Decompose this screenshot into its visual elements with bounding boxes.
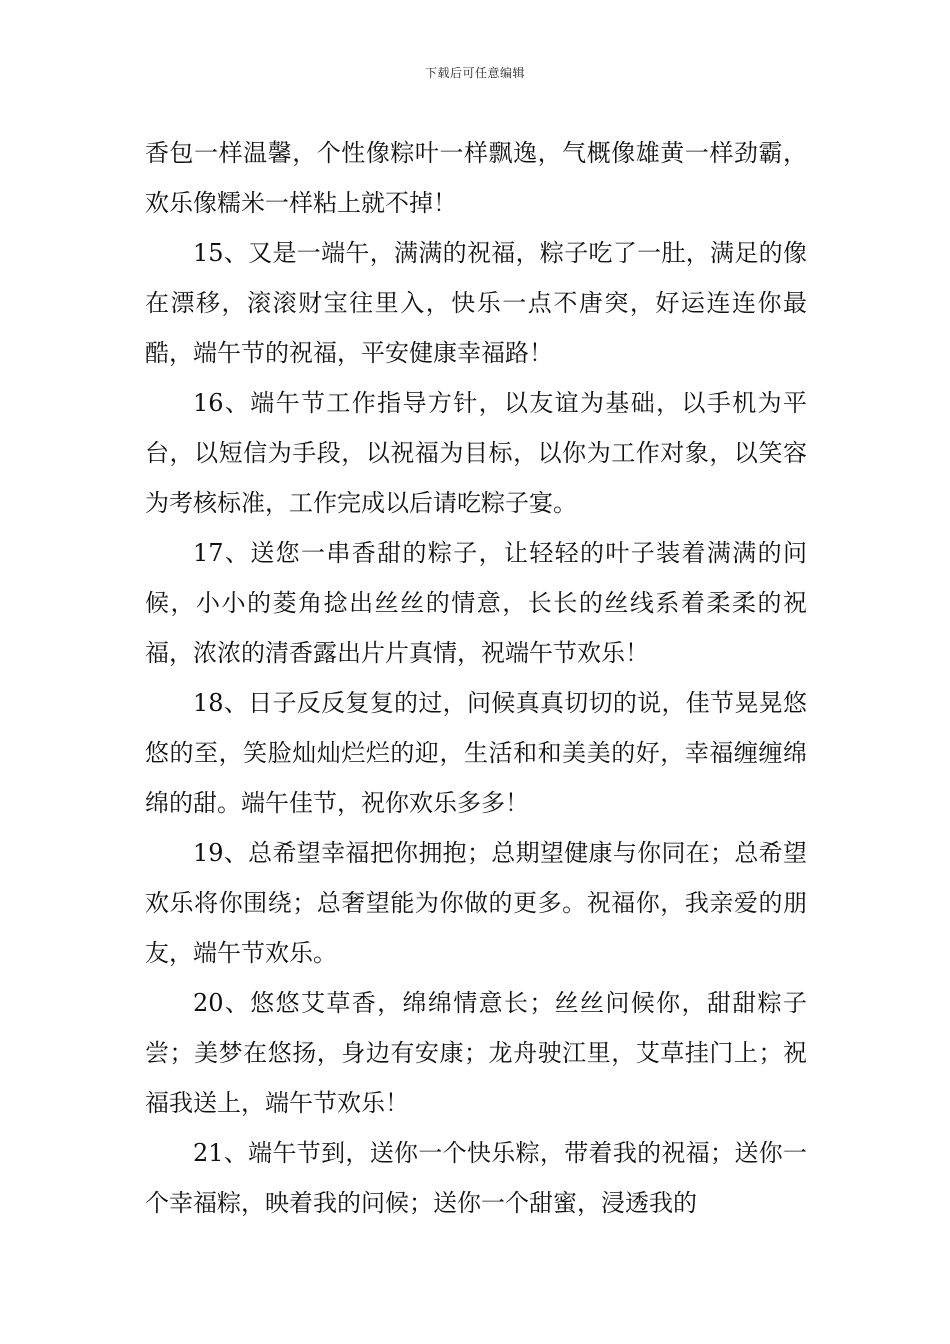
paragraph: 18、日子反反复复的过，问候真真切切的说，佳节晃晃悠悠的至，笑脸灿灿烂烂的迎，生活和和美美的好，幸福缠缠绵绵的甜。端午佳节，祝你欢乐多多！: [145, 689, 807, 817]
document-body: [145, 128, 807, 1228]
paragraph: 香包一样温馨，个性像粽叶一样飘逸，气概像雄黄一样劲霸，欢乐像糯米一样粘上就不掉！: [145, 139, 807, 217]
paragraph: 21、端午节到，送你一个快乐粽，带着我的祝福；送你一个幸福粽，映着我的问候；送你一个甜蜜，浸透我的: [145, 1139, 807, 1217]
paragraph: 15、又是一端午，满满的祝福，粽子吃了一肚，满足的像在漂移，滚滚财宝往里入，快乐一点不唐突，好运连连你最酷，端午节的祝福，平安健康幸福路！: [145, 239, 807, 367]
page-header: 下载后可任意编辑: [424, 66, 525, 80]
paragraph: 20、悠悠艾草香，绵绵情意长；丝丝问候你，甜甜粽子尝；美梦在悠扬，身边有安康；龙舟驶江里，艾草挂门上；祝福我送上，端午节欢乐！: [145, 989, 807, 1117]
paragraph: 16、端午节工作指导方针，以友谊为基础，以手机为平台，以短信为手段，以祝福为目标，以你为工作对象，以笑容为考核标准，工作完成以后请吃粽子宴。: [145, 389, 807, 517]
paragraph: 19、总希望幸福把你拥抱；总期望健康与你同在；总希望欢乐将你围绕；总奢望能为你做的更多。祝福你，我亲爱的朋友，端午节欢乐。: [145, 839, 807, 967]
paragraph: 17、送您一串香甜的粽子，让轻轻的叶子装着满满的问候，小小的菱角捻出丝丝的情意，长长的丝线系着柔柔的祝福，浓浓的清香露出片片真情，祝端午节欢乐！: [145, 539, 807, 667]
